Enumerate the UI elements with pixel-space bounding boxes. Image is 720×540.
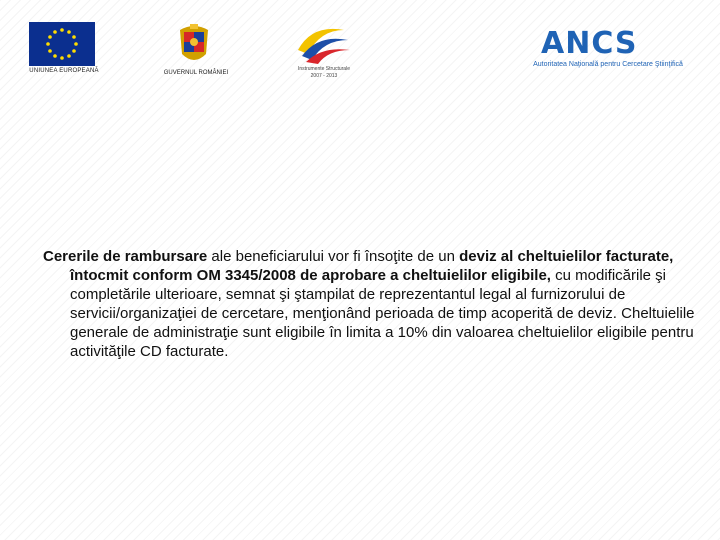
ip-caption-line1: Instrumente Structurale bbox=[298, 66, 350, 72]
text-part-1: ale beneficiarului vor fi însoţite de un bbox=[207, 248, 460, 265]
gov-caption: GUVERNUL ROMÂNIEI bbox=[163, 70, 229, 76]
text-part-2: cu modificările şi completările ulterioare, semnat şi ştampilat de reprezentantul legal al furnizorului de servicii/organizaţiei de cercetare, menţionând perioada de timp acoperită de deviz. Cheltuielile generale de administraţie sunt eligibile în limita a 10% din valoarea cheltuielilor eligibile pentru activităţile CD facturate. bbox=[70, 267, 695, 360]
ip-caption-line2: 2007 - 2013 bbox=[310, 73, 338, 79]
bold-estimate: deviz al cheltuielilor facturate, întocmit conform OM 3345/2008 de aprobare a cheltuielilor eligibile, bbox=[70, 248, 674, 284]
bold-lead: Cererile de rambursare bbox=[43, 248, 208, 265]
structural-instruments-icon bbox=[290, 20, 356, 66]
eu-caption: UNIUNEA EUROPEANĂ bbox=[29, 68, 99, 74]
ancs-caption: Autoritatea Naţională pentru Cercetare Ştiinţifică bbox=[533, 61, 683, 68]
ancs-wordmark: ANCS bbox=[541, 26, 638, 61]
romania-coat-of-arms-icon bbox=[176, 22, 212, 68]
logo-bar bbox=[0, 0, 720, 90]
eu-flag-icon bbox=[29, 22, 95, 66]
reimbursement-paragraph bbox=[43, 247, 710, 361]
